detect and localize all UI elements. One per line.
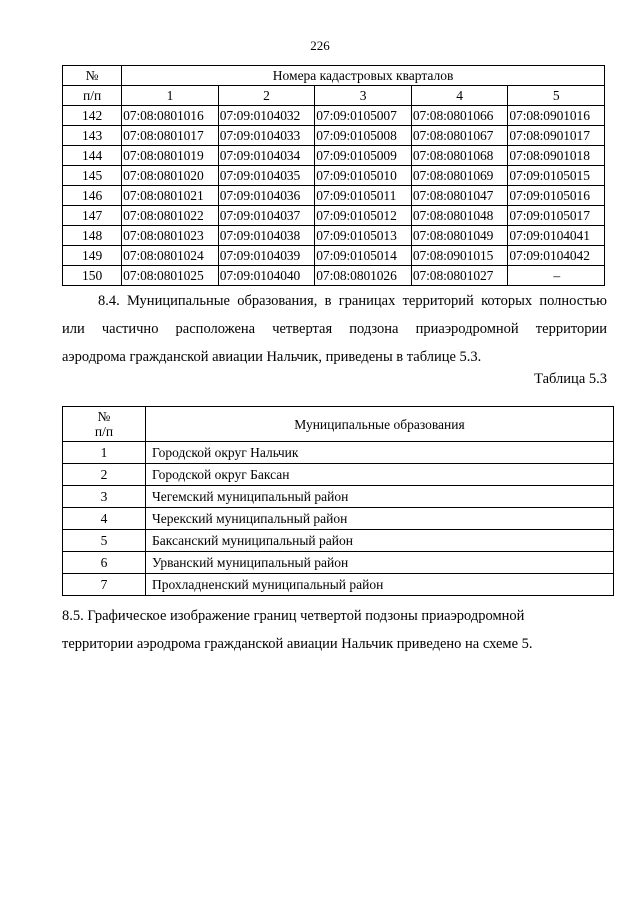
- paragraph-line: 8.5. Графическое изображение границ четвертой подзоны приаэродромной: [62, 608, 525, 624]
- table-row: [63, 146, 605, 166]
- cadastral-code-cell: 07:09:0104039: [218, 246, 315, 266]
- cadastral-code-cell: 07:09:0104035: [218, 166, 315, 186]
- table-row: [63, 508, 614, 530]
- cadastral-code-cell: 07:09:0104042: [508, 246, 605, 266]
- table-row: [63, 126, 605, 146]
- municipality-name: Городской округ Нальчик: [146, 442, 614, 464]
- cadastral-code-cell: 07:09:0105012: [315, 206, 412, 226]
- cadastral-code-cell: 07:08:0801026: [315, 266, 412, 286]
- cadastral-code-cell: 07:09:0104036: [218, 186, 315, 206]
- cadastral-code-cell: 07:09:0105008: [315, 126, 412, 146]
- table-row: [63, 206, 605, 226]
- paragraph-8-4: [62, 287, 607, 371]
- cadastral-code-cell: –: [508, 266, 605, 286]
- table-header-col-1: 1: [122, 86, 219, 106]
- row-number: 1: [63, 442, 146, 464]
- table-header-col-2: 2: [218, 86, 315, 106]
- row-number: 3: [63, 486, 146, 508]
- cadastral-code-cell: 07:09:0104033: [218, 126, 315, 146]
- cadastral-code-cell: 07:08:0801024: [122, 246, 219, 266]
- cadastral-code-cell: 07:08:0801020: [122, 166, 219, 186]
- row-number: 145: [63, 166, 122, 186]
- row-number: 146: [63, 186, 122, 206]
- cadastral-code-cell: 07:08:0801027: [411, 266, 508, 286]
- cadastral-code-cell: 07:08:0801023: [122, 226, 219, 246]
- page-number: 226: [310, 38, 330, 53]
- cadastral-code-cell: 07:08:0801069: [411, 166, 508, 186]
- table-header-name: Муниципальные образования: [146, 407, 614, 442]
- table-header-col-3: 3: [315, 86, 412, 106]
- table-row: [63, 442, 614, 464]
- table-row: [63, 106, 605, 126]
- cadastral-code-cell: 07:08:0901015: [411, 246, 508, 266]
- cadastral-code-cell: 07:08:0801048: [411, 206, 508, 226]
- table-row: [63, 530, 614, 552]
- row-number: 148: [63, 226, 122, 246]
- municipality-name: Черекский муниципальный район: [146, 508, 614, 530]
- cadastral-code-cell: 07:08:0801017: [122, 126, 219, 146]
- municipalities-table: [62, 406, 614, 596]
- municipality-name: Городской округ Баксан: [146, 464, 614, 486]
- cadastral-code-cell: 07:09:0105010: [315, 166, 412, 186]
- table-row: [63, 486, 614, 508]
- cadastral-code-cell: 07:09:0104032: [218, 106, 315, 126]
- cadastral-code-cell: 07:08:0801068: [411, 146, 508, 166]
- cadastral-code-cell: 07:09:0105011: [315, 186, 412, 206]
- table-row: [63, 186, 605, 206]
- cadastral-code-cell: 07:09:0105016: [508, 186, 605, 206]
- table-row: [63, 166, 605, 186]
- table-row: [63, 266, 605, 286]
- paragraph-line: аэродрома гражданской авиации Нальчик, приведены в таблице 5.3.: [62, 349, 482, 365]
- paragraph-8-5: [62, 602, 607, 658]
- cadastral-code-cell: 07:09:0105015: [508, 166, 605, 186]
- table-header-col-5: 5: [508, 86, 605, 106]
- table-row: [63, 464, 614, 486]
- row-number: 150: [63, 266, 122, 286]
- table-caption: Таблица 5.3: [534, 371, 607, 387]
- row-number: 143: [63, 126, 122, 146]
- cadastral-code-cell: 07:08:0801022: [122, 206, 219, 226]
- row-number: 6: [63, 552, 146, 574]
- table-header-num: [63, 407, 146, 442]
- row-number: 149: [63, 246, 122, 266]
- row-number: 147: [63, 206, 122, 226]
- table-row: [63, 246, 605, 266]
- municipality-name: Баксанский муниципальный район: [146, 530, 614, 552]
- row-number: 2: [63, 464, 146, 486]
- table-header-pp: п/п: [63, 86, 122, 106]
- cadastral-code-cell: 07:08:0901017: [508, 126, 605, 146]
- cadastral-code-cell: 07:09:0105009: [315, 146, 412, 166]
- cadastral-code-cell: 07:08:0801016: [122, 106, 219, 126]
- cadastral-code-cell: 07:08:0901016: [508, 106, 605, 126]
- row-number: 142: [63, 106, 122, 126]
- cadastral-code-cell: 07:08:0801021: [122, 186, 219, 206]
- municipality-name: Прохладненский муниципальный район: [146, 574, 614, 596]
- table-header-col-4: 4: [411, 86, 508, 106]
- table-row: [63, 552, 614, 574]
- pp-label: п/п: [94, 424, 114, 439]
- cadastral-code-cell: 07:08:0801047: [411, 186, 508, 206]
- cadastral-code-cell: 07:08:0801019: [122, 146, 219, 166]
- row-number: 7: [63, 574, 146, 596]
- cadastral-code-cell: 07:09:0104040: [218, 266, 315, 286]
- cadastral-code-cell: 07:09:0105017: [508, 206, 605, 226]
- cadastral-code-cell: 07:08:0901018: [508, 146, 605, 166]
- table-header-num: [63, 66, 122, 86]
- cadastral-code-cell: 07:09:0105013: [315, 226, 412, 246]
- paragraph-line: или частично расположена четвертая подзона приаэродромной территории: [62, 321, 607, 337]
- cadastral-code-cell: 07:09:0104041: [508, 226, 605, 246]
- row-number: 5: [63, 530, 146, 552]
- cadastral-code-cell: 07:08:0801067: [411, 126, 508, 146]
- table-row: [63, 574, 614, 596]
- municipality-name: Урванский муниципальный район: [146, 552, 614, 574]
- municipality-name: Чегемский муниципальный район: [146, 486, 614, 508]
- table-header-group: Номера кадастровых кварталов: [122, 66, 605, 86]
- cadastral-code-cell: 07:09:0104037: [218, 206, 315, 226]
- cadastral-code-cell: 07:08:0801025: [122, 266, 219, 286]
- row-number: 144: [63, 146, 122, 166]
- cadastral-code-cell: 07:08:0801049: [411, 226, 508, 246]
- row-number: 4: [63, 508, 146, 530]
- cadastral-code-cell: 07:09:0105007: [315, 106, 412, 126]
- paragraph-line: 8.4. Муниципальные образования, в границах территорий которых полностью: [98, 293, 607, 309]
- paragraph-line: территории аэродрома гражданской авиации Нальчик приведено на схеме 5.: [62, 636, 533, 652]
- cadastral-code-cell: 07:09:0105014: [315, 246, 412, 266]
- table-row: [63, 226, 605, 246]
- num-label: №: [85, 67, 99, 83]
- num-label: №: [97, 409, 111, 424]
- cadastral-code-cell: 07:08:0801066: [411, 106, 508, 126]
- cadastral-quarters-table: [62, 65, 605, 286]
- cadastral-code-cell: 07:09:0104034: [218, 146, 315, 166]
- cadastral-code-cell: 07:09:0104038: [218, 226, 315, 246]
